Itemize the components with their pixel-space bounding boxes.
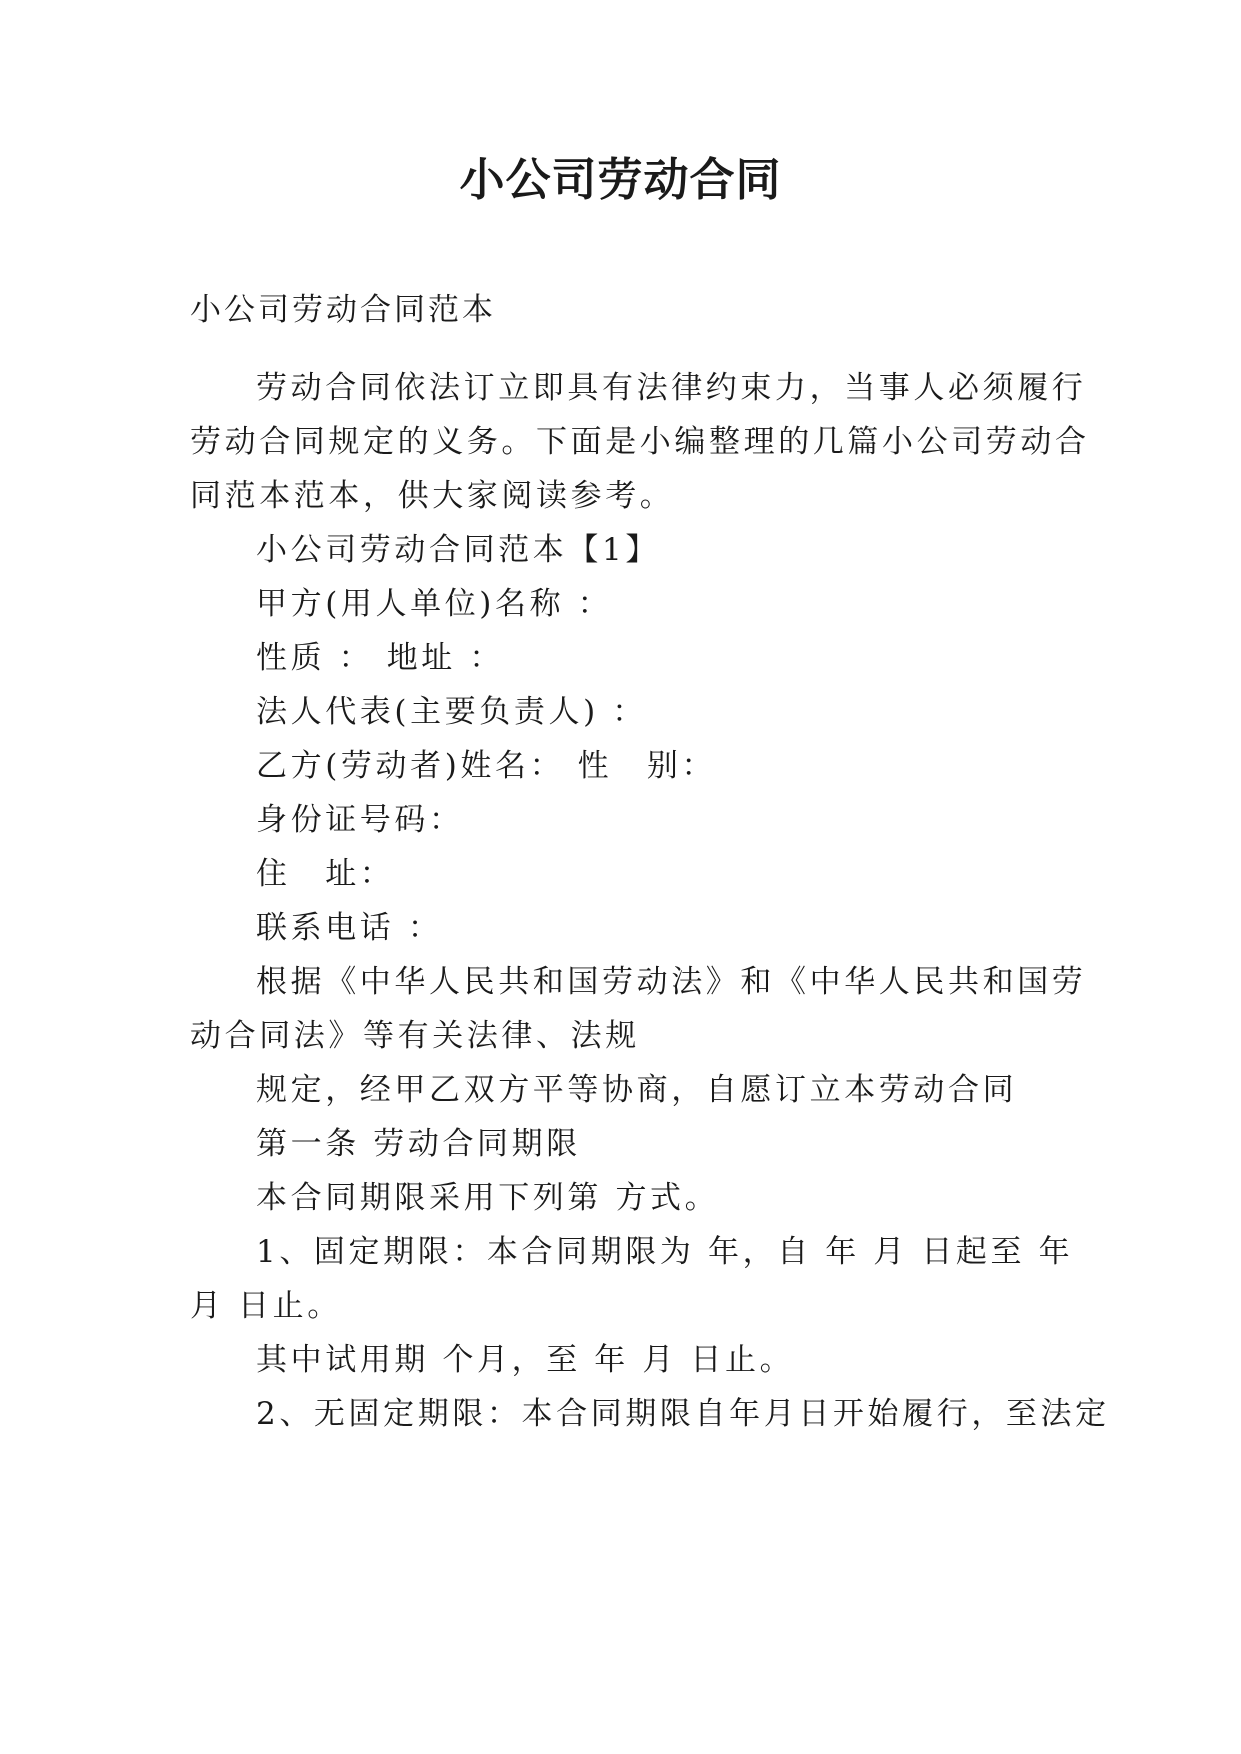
paragraph-line: 规定，经甲乙双方平等协商，自愿订立本劳动合同 (256, 1072, 1018, 1108)
paragraph-line: 动合同法》等有关法律、法规 (190, 1018, 640, 1054)
paragraph-line: 1、固定期限：本合同期限为 年，自 年 月 日起至 年 (256, 1234, 1074, 1270)
paragraph-line: 根据《中华人民共和国劳动法》和《中华人民共和国劳 (256, 964, 1087, 1000)
form-field-line: 联系电话 ： (256, 910, 443, 946)
form-field-line: 法人代表(主要负责人) ： (256, 694, 647, 730)
paragraph-line: 劳动合同依法订立即具有法律约束力，当事人必须履行 (256, 370, 1087, 406)
form-field-line: 乙方(劳动者)姓名： 性 别： (256, 748, 717, 784)
form-field-line: 甲方(用人单位)名称 ： (256, 586, 613, 622)
paragraph-line: 本合同期限采用下列第 方式。 (256, 1180, 720, 1216)
section-heading: 小公司劳动合同范本【1】 (256, 532, 660, 568)
paragraph-line: 其中试用期 个月，至 年 月 日止。 (256, 1342, 795, 1378)
article-heading: 第一条 劳动合同期限 (256, 1126, 581, 1162)
paragraph-line: 月 日止。 (190, 1288, 342, 1324)
document-title: 小公司劳动合同 (459, 153, 782, 206)
paragraph-line: 2、无固定期限：本合同期限自年月日开始履行，至法定 (256, 1396, 1110, 1432)
form-field-line: 身份证号码： (256, 802, 464, 838)
paragraph-line: 同范本范本，供大家阅读参考。 (190, 478, 675, 514)
form-field-line: 性质 ： 地址 ： (256, 640, 504, 676)
paragraph-line: 劳动合同规定的义务。下面是小编整理的几篇小公司劳动合 (190, 424, 1090, 460)
form-field-line: 住 址： (256, 856, 395, 892)
document-subtitle: 小公司劳动合同范本 (190, 292, 496, 328)
